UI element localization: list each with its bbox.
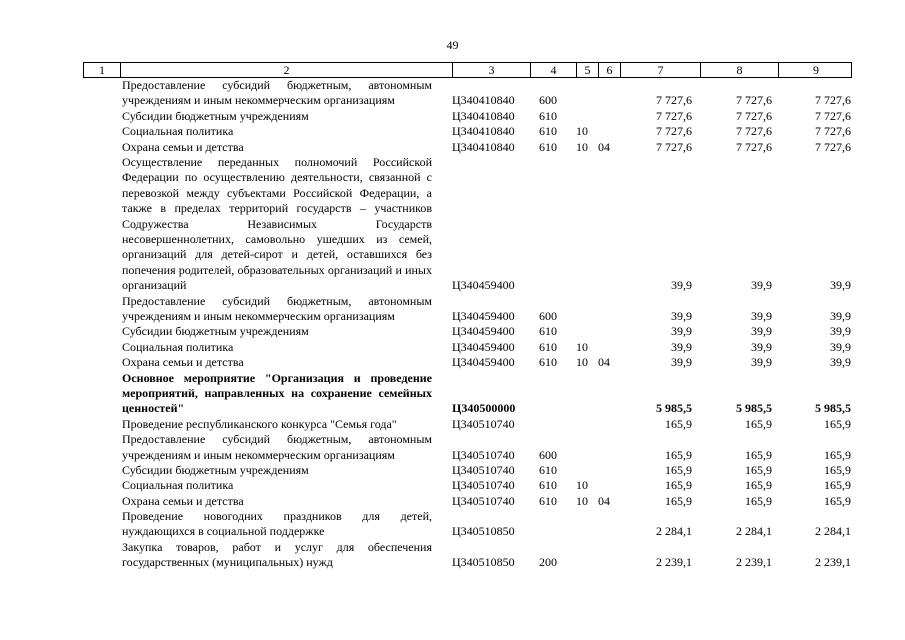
row-value-9: 165,9 [824,478,851,493]
header-cell-6: 6 [598,63,620,77]
row-code: Ц340459400 [452,308,515,323]
row-value-8: 2 239,1 [736,555,772,570]
row-code: Ц340510850 [452,555,515,570]
row-value-9: 2 284,1 [815,524,851,539]
row-value-8: 39,9 [751,308,772,323]
row-col5: 10 [576,493,588,508]
row-col6: 04 [598,493,610,508]
table-row [83,463,852,478]
row-name: Предоставление субсидий бюджетным, автономным учреждениям и иным некоммерческим организациям [122,293,432,323]
row-col5: 10 [576,478,588,493]
row-value-9: 165,9 [824,447,851,462]
row-col4: 600 [539,308,557,323]
header-cell-3: 3 [452,63,530,77]
row-value-7: 7 727,6 [656,139,692,154]
row-value-7: 165,9 [665,447,692,462]
table-row [83,155,852,294]
row-code: Ц340410840 [452,108,515,123]
row-col5: 10 [576,339,588,354]
table-row [83,478,852,493]
row-value-9: 39,9 [830,324,851,339]
row-value-9: 165,9 [824,462,851,477]
row-value-7: 39,9 [671,278,692,293]
row-value-8: 165,9 [745,462,772,477]
row-col6: 04 [598,355,610,370]
row-value-9: 7 727,6 [815,139,851,154]
row-col4: 200 [539,555,557,570]
row-name: Социальная политика [122,478,234,493]
row-col4: 610 [539,139,557,154]
table-row [83,324,852,339]
row-value-8: 165,9 [745,416,772,431]
budget-table [83,62,852,571]
header-cell-5: 5 [576,63,598,77]
row-value-7: 7 727,6 [656,93,692,108]
row-name: Социальная политика [122,339,234,354]
row-value-7: 5 985,5 [656,401,692,416]
row-col4: 610 [539,478,557,493]
header-cell-7: 7 [620,63,700,77]
table-row [83,140,852,155]
row-code: Ц340510740 [452,447,515,462]
row-col4: 610 [539,493,557,508]
table-row [83,540,852,571]
row-name: Основное мероприятие "Организация и проведение мероприятий, направленных на сохранение семейных ценностей" [122,370,432,416]
table-row [83,355,852,370]
row-code: Ц340500000 [452,401,516,416]
row-value-7: 2 239,1 [656,555,692,570]
row-value-7: 165,9 [665,462,692,477]
row-value-7: 39,9 [671,355,692,370]
row-value-9: 39,9 [830,355,851,370]
row-code: Ц340510850 [452,524,515,539]
row-value-8: 39,9 [751,339,772,354]
row-name: Охрана семьи и детства [122,139,244,154]
row-value-8: 7 727,6 [736,93,772,108]
header-cell-8: 8 [700,63,778,77]
table-row [83,509,852,540]
table-row [83,340,852,355]
row-col4: 610 [539,108,557,123]
header-cell-2: 2 [120,63,452,77]
row-value-7: 2 284,1 [656,524,692,539]
row-col4: 610 [539,355,557,370]
row-value-8: 165,9 [745,493,772,508]
row-value-7: 39,9 [671,308,692,323]
row-code: Ц340410840 [452,93,515,108]
row-name: Субсидии бюджетным учреждениям [122,324,309,339]
table-row [83,417,852,432]
row-code: Ц340510740 [452,416,515,431]
row-value-9: 7 727,6 [815,124,851,139]
row-col5: 10 [576,355,588,370]
row-name: Закупка товаров, работ и услуг для обеспечения государственных (муниципальных) нужд [122,539,432,570]
row-name: Охрана семьи и детства [122,493,244,508]
row-value-9: 39,9 [830,278,851,293]
row-value-7: 7 727,6 [656,124,692,139]
table-row [83,432,852,463]
row-code: Ц340510740 [452,493,515,508]
row-code: Ц340459400 [452,324,515,339]
row-name: Осуществление переданных полномочий Российской Федерации по осуществлению деятельности, связанной с перевозкой между субъектами Российской Федерации, а также в пределах территорий государств – участников Содружества Независимых Государств несовершеннолетних, самовольно ушедших из семей, организаций для детей-сирот и детей, оставшихся без попечения родителей, образовательных организаций и иных организаций [122,154,432,293]
row-col4: 610 [539,339,557,354]
row-code: Ц340510740 [452,462,515,477]
row-value-9: 2 239,1 [815,555,851,570]
row-name: Субсидии бюджетным учреждениям [122,108,309,123]
row-col5: 10 [576,124,588,139]
row-code: Ц340459400 [452,355,515,370]
header-cell-9: 9 [778,63,853,77]
row-col5: 10 [576,139,588,154]
row-value-8: 2 284,1 [736,524,772,539]
row-value-8: 7 727,6 [736,108,772,123]
row-name: Субсидии бюджетным учреждениям [122,462,309,477]
row-value-7: 165,9 [665,416,692,431]
row-name: Социальная политика [122,124,234,139]
row-code: Ц340459400 [452,339,515,354]
row-value-7: 39,9 [671,339,692,354]
table-row [83,124,852,139]
row-value-8: 7 727,6 [736,139,772,154]
row-name: Предоставление субсидий бюджетным, автономным учреждениям и иным некоммерческим организациям [122,78,432,108]
row-code: Ц340410840 [452,139,515,154]
row-value-8: 165,9 [745,447,772,462]
row-value-9: 165,9 [824,416,851,431]
row-value-9: 7 727,6 [815,108,851,123]
row-value-8: 39,9 [751,278,772,293]
row-value-8: 39,9 [751,324,772,339]
row-name: Предоставление субсидий бюджетным, автономным учреждениям и иным некоммерческим организациям [122,432,432,462]
row-value-9: 7 727,6 [815,93,851,108]
row-value-7: 165,9 [665,493,692,508]
row-col6: 04 [598,139,610,154]
row-value-8: 165,9 [745,478,772,493]
row-value-7: 165,9 [665,478,692,493]
row-code: Ц340410840 [452,124,515,139]
table-row [83,109,852,124]
header-cell-1: 1 [99,63,105,77]
table-row [83,494,852,509]
row-name: Охрана семьи и детства [122,355,244,370]
row-col4: 610 [539,124,557,139]
row-name: Проведение республиканского конкурса "Семья года" [122,416,397,431]
row-col4: 600 [539,447,557,462]
row-value-9: 165,9 [824,493,851,508]
row-col4: 610 [539,462,557,477]
row-value-9: 5 985,5 [815,401,851,416]
row-value-9: 39,9 [830,339,851,354]
row-col4: 600 [539,93,557,108]
row-name: Проведение новогодних праздников для детей, нуждающихся в социальной поддержке [122,509,432,539]
header-cell-4: 4 [530,63,576,77]
row-code: Ц340459400 [452,278,515,293]
row-value-8: 5 985,5 [736,401,772,416]
table-row [83,78,852,109]
row-value-8: 7 727,6 [736,124,772,139]
page-number: 49 [446,38,459,52]
row-value-7: 7 727,6 [656,108,692,123]
row-value-9: 39,9 [830,308,851,323]
row-value-7: 39,9 [671,324,692,339]
table-header [83,62,852,78]
table-row [83,371,852,417]
table-body [83,78,852,571]
row-col4: 610 [539,324,557,339]
row-value-8: 39,9 [751,355,772,370]
row-code: Ц340510740 [452,478,515,493]
table-row [83,294,852,325]
